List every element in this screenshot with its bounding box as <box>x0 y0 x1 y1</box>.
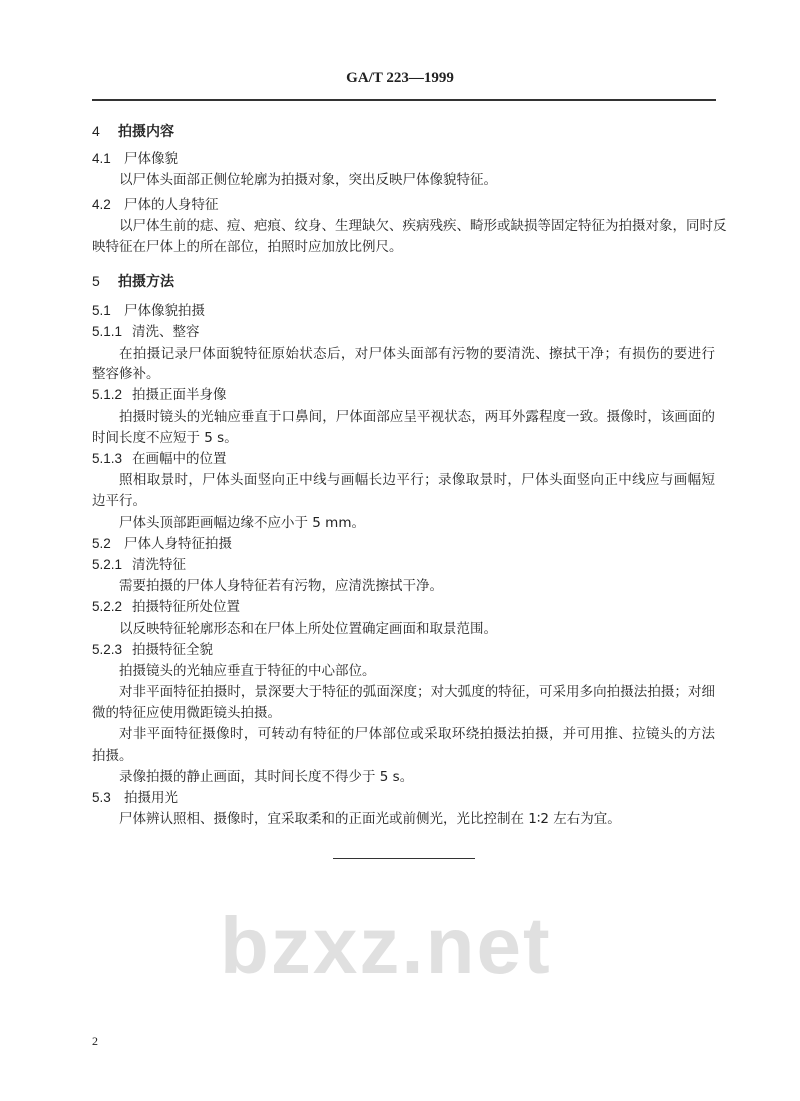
section-5-1-2-heading <box>92 386 715 404</box>
section-5-1-3-heading <box>92 450 715 468</box>
section-title: 拍摄正面半身像 <box>132 387 227 403</box>
section-5-1-heading <box>92 302 715 320</box>
section-title: 清洗特征 <box>132 557 186 573</box>
section-5-1-1-heading <box>92 323 715 341</box>
section-title: 拍摄内容 <box>118 124 174 140</box>
paragraph-line: 边平行。 <box>92 493 146 509</box>
paragraph-line: 在拍摄记录尸体面貌特征原始状态后，对尸体头面部有污物的要清洗、擦拭干净；有损伤的要进行 <box>119 346 715 362</box>
section-number: 5.1.1 <box>92 324 123 339</box>
paragraph-line: 时间长度不应短于 5 s。 <box>92 430 238 446</box>
paragraph-line: 拍摄时镜头的光轴应垂直于口鼻间，尸体面部应呈平视状态，两耳外露程度一致。摄像时，该画面的 <box>119 409 715 425</box>
paragraph-line: 拍摄镜头的光轴应垂直于特征的中心部位。 <box>119 663 376 679</box>
document-header: GA/T 223—1999 <box>346 70 454 86</box>
section-number: 5.2 <box>92 536 111 551</box>
section-title: 在画幅中的位置 <box>132 451 227 467</box>
section-5-2-heading <box>92 535 715 553</box>
section-number: 5.2.2 <box>92 599 123 614</box>
section-number: 5.1.3 <box>92 451 123 466</box>
paragraph-line: 录像拍摄的静止画面，其时间长度不得少于 5 s。 <box>119 769 414 785</box>
section-number: 4 <box>92 123 100 139</box>
section-number: 4.2 <box>92 197 111 212</box>
section-title: 尸体的人身特征 <box>124 197 219 213</box>
section-number: 5.1.2 <box>92 387 123 402</box>
section-number: 5 <box>92 273 100 289</box>
paragraph-line: 微的特征应使用微距镜头拍摄。 <box>92 705 281 721</box>
section-5-2-1-heading <box>92 556 715 574</box>
section-4-2-heading <box>92 196 715 214</box>
paragraph-line: 整容修补。 <box>92 366 160 382</box>
section-title: 拍摄特征全貌 <box>132 642 213 658</box>
section-title: 尸体像貌拍摄 <box>124 303 205 319</box>
section-number: 4.1 <box>92 151 111 166</box>
section-title: 尸体人身特征拍摄 <box>124 536 232 552</box>
section-4-heading <box>92 122 715 141</box>
paragraph-line: 拍摄。 <box>92 748 133 764</box>
paragraph-line: 以尸体生前的痣、痘、疤痕、纹身、生理缺欠、疾病残疾、畸形或缺损等固定特征为拍摄对象，同时反 <box>119 218 727 234</box>
end-rule <box>333 858 475 859</box>
section-title: 尸体像貌 <box>124 151 178 167</box>
paragraph-line: 需要拍摄的尸体人身特征若有污物，应清洗擦拭干净。 <box>119 578 443 594</box>
section-5-2-2-heading <box>92 598 715 616</box>
section-number: 5.2.1 <box>92 557 123 572</box>
header-rule <box>92 99 716 101</box>
section-title: 清洗、整容 <box>132 324 200 340</box>
section-title: 拍摄特征所处位置 <box>132 599 240 615</box>
paragraph-line: 映特征在尸体上的所在部位，拍照时应加放比例尺。 <box>92 239 403 255</box>
paragraph-line: 尸体头顶部距画幅边缘不应小于 5 mm。 <box>119 515 365 531</box>
section-5-3-heading <box>92 789 715 807</box>
paragraph-line: 以尸体头面部正侧位轮廓为拍摄对象，突出反映尸体像貌特征。 <box>119 172 497 188</box>
paragraph-line: 以反映特征轮廓形态和在尸体上所处位置确定画面和取景范围。 <box>119 621 497 637</box>
paragraph-line: 对非平面特征拍摄时，景深要大于特征的弧面深度；对大弧度的特征，可采用多向拍摄法拍摄；对细 <box>119 684 715 700</box>
section-5-2-3-heading <box>92 641 715 659</box>
watermark: bzxz.net <box>220 901 552 990</box>
section-number: 5.2.3 <box>92 642 123 657</box>
section-title: 拍摄方法 <box>118 274 174 290</box>
paragraph-line: 对非平面特征摄像时，可转动有特征的尸体部位或采取环绕拍摄法拍摄，并可用推、拉镜头的方法 <box>119 726 715 742</box>
page-number: 2 <box>92 1034 98 1048</box>
paragraph-line: 尸体辨认照相、摄像时，宜采取柔和的正面光或前侧光，光比控制在 1∶2 左右为宜。 <box>119 811 621 827</box>
section-4-1-heading <box>92 150 715 168</box>
section-title: 拍摄用光 <box>124 790 178 806</box>
paragraph-line: 照相取景时，尸体头面竖向正中线与画幅长边平行；录像取景时，尸体头面竖向正中线应与画幅短 <box>119 472 715 488</box>
section-number: 5.1 <box>92 303 111 318</box>
section-number: 5.3 <box>92 790 111 805</box>
section-5-heading <box>92 272 715 291</box>
